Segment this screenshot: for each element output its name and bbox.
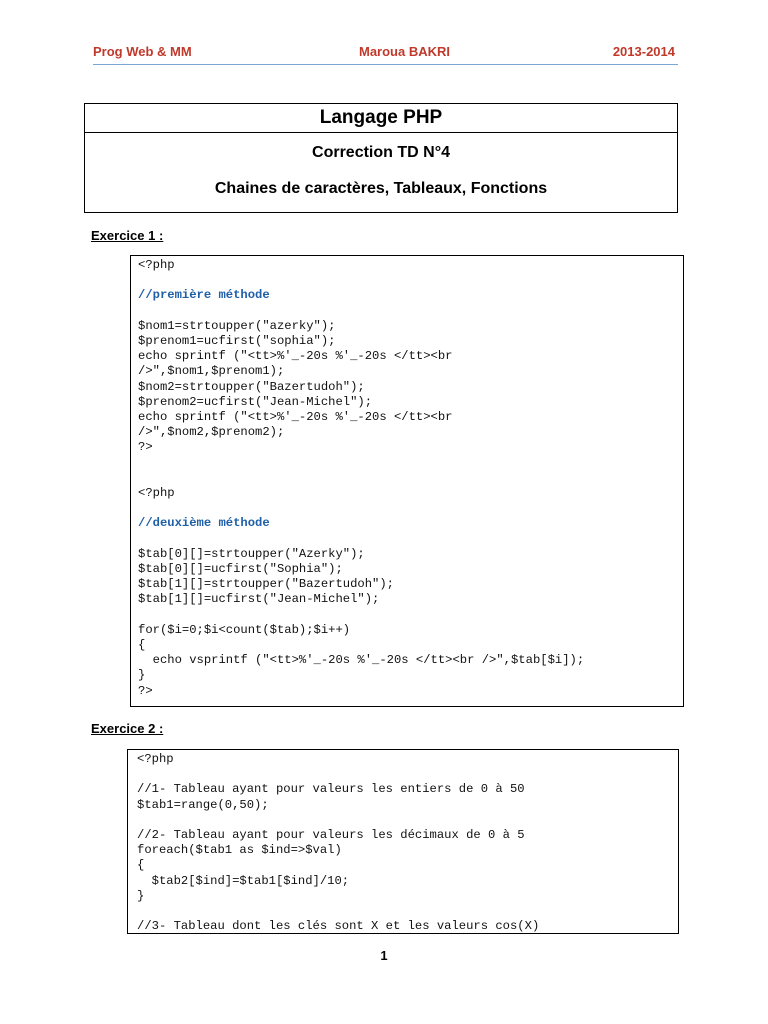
- code-line: ?>: [138, 440, 153, 455]
- header-course: Prog Web & MM: [93, 44, 192, 59]
- code-line: {: [137, 858, 145, 873]
- document-title: Langage PHP: [85, 104, 677, 133]
- exercise-2-code-box: [127, 749, 679, 934]
- code-line: <?php: [138, 258, 175, 272]
- code-line: $tab1=range(0,50);: [137, 797, 269, 812]
- header-divider: [93, 64, 678, 65]
- code-line: echo sprintf ("<tt>%'_-20s %'_-20s </tt><br: [138, 349, 453, 364]
- code-line: $nom1=strtoupper("azerky");: [138, 318, 336, 333]
- code-line: $tab[0][]=strtoupper("Azerky");: [138, 546, 365, 561]
- code-line: }: [138, 668, 146, 683]
- code-line: //2- Tableau ayant pour valeurs les décimaux de 0 à 5: [137, 828, 525, 843]
- code-line: />",$nom2,$prenom2);: [138, 425, 285, 440]
- code-line: />",$nom1,$prenom1);: [138, 364, 285, 379]
- code-line: $tab[1][]=ucfirst("Jean-Michel");: [138, 592, 380, 607]
- code-line: $prenom1=ucfirst("sophia");: [138, 334, 336, 349]
- exercise-1-code-box: [130, 255, 684, 707]
- header-year: 2013-2014: [612, 44, 675, 59]
- header-author: Maroua BAKRI: [359, 44, 451, 59]
- code-line: {: [138, 638, 146, 653]
- code-line: foreach($tab1 as $ind=>$val): [137, 843, 342, 858]
- code-line: //deuxième méthode: [138, 516, 270, 531]
- code-line: echo sprintf ("<tt>%'_-20s %'_-20s </tt><br: [138, 410, 453, 425]
- code-line: for($i=0;$i<count($tab);$i++): [138, 622, 351, 637]
- code-line: }: [137, 888, 145, 903]
- exercise-1-label: Exercice 1 :: [91, 228, 164, 243]
- code-line: <?php: [138, 486, 175, 501]
- code-line: $tab[1][]=strtoupper("Bazertudoh");: [138, 577, 394, 592]
- code-line: //3- Tableau dont les clés sont X et les valeurs cos(X): [137, 919, 540, 934]
- page-number: 1: [380, 948, 388, 963]
- code-line: <?php: [137, 752, 174, 766]
- code-line: //1- Tableau ayant pour valeurs les entiers de 0 à 50: [137, 782, 525, 797]
- document-topic: Chaines de caractères, Tableaux, Fonctions: [214, 180, 548, 197]
- page-header: [93, 44, 678, 60]
- exercise-2-code: [128, 750, 678, 934]
- code-line: $prenom2=ucfirst("Jean-Michel");: [138, 394, 373, 409]
- code-line: ?>: [138, 683, 153, 698]
- code-line: echo vsprintf ("<tt>%'_-20s %'_-20s </tt><br />",$tab[$i]);: [138, 653, 585, 668]
- exercise-1-code: [131, 256, 683, 699]
- code-line: //première méthode: [138, 288, 270, 303]
- code-line: $nom2=strtoupper("Bazertudoh");: [138, 379, 365, 394]
- document-subtitle: Correction TD N°4: [312, 144, 450, 161]
- code-line: $tab2[$ind]=$tab1[$ind]/10;: [137, 873, 350, 888]
- exercise-2-label: Exercice 2 :: [91, 721, 164, 736]
- code-line: $tab[0][]=ucfirst("Sophia");: [138, 562, 343, 577]
- title-box: [84, 103, 678, 213]
